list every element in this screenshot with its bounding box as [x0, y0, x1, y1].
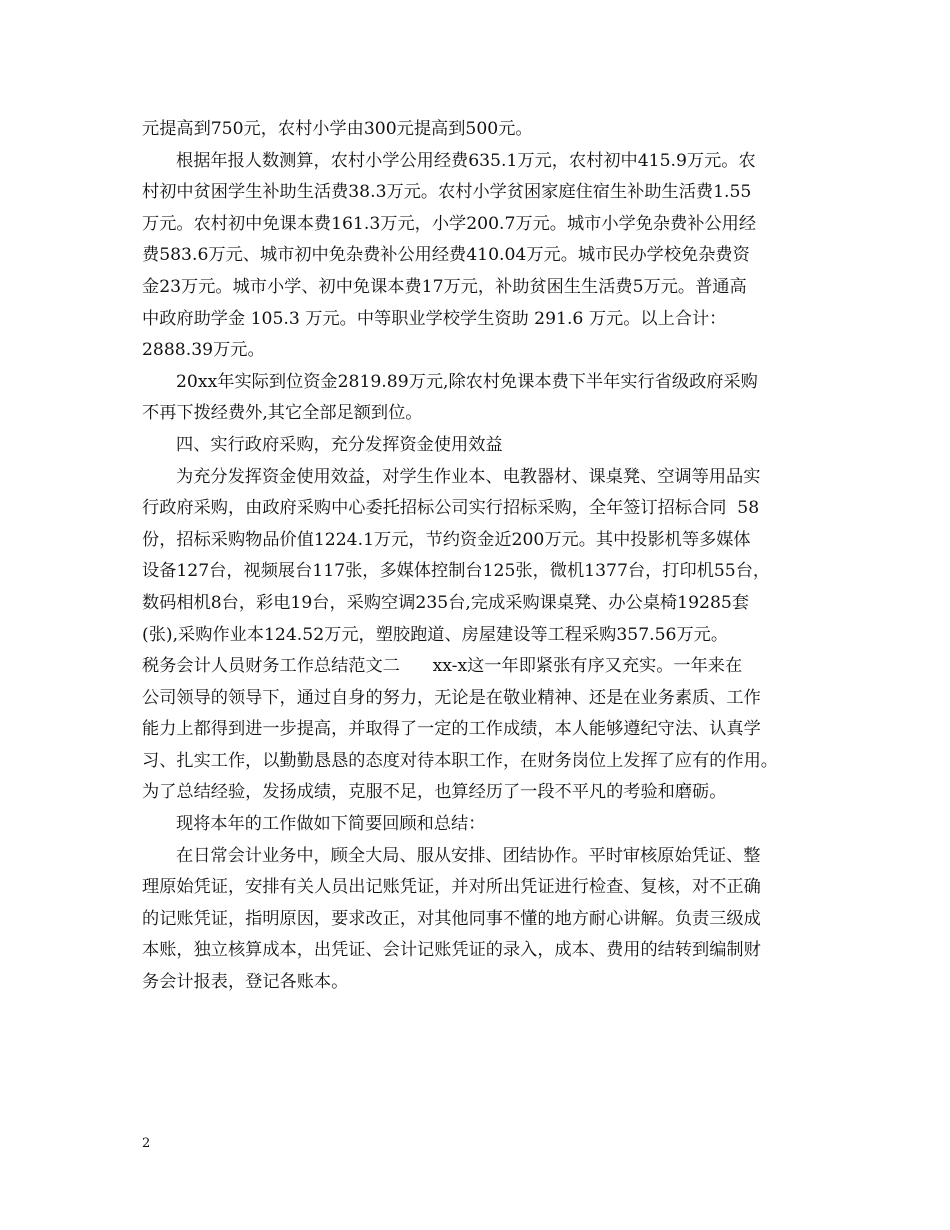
- text-line: 理原始凭证，安排有关人员出记账凭证，并对所出凭证进行检查、复核，对不正确: [142, 877, 761, 898]
- text-line: 在日常会计业务中，顾全大局、服从安排、团结协作。平时审核原始凭证、整: [176, 845, 761, 866]
- page-number: 2: [142, 1136, 151, 1151]
- text-line: 费583.6万元、城市初中免杂费补公用经费410.04万元。城市民办学校免杂费资: [142, 245, 750, 266]
- text-line: 为了总结经验，发扬成绩，克服不足，也算经历了一段不平凡的考验和磨砺。: [142, 782, 727, 803]
- text-line: 公司领导的领导下，通过自身的努力，无论是在敬业精神、还是在业务素质、工作: [142, 687, 761, 708]
- text-line: (张),采购作业本124.52万元，塑胶跑道、房屋建设等工程采购357.56万元。: [142, 624, 729, 645]
- text-line: 金23万元。城市小学、初中免课本费17万元，补助贫困生生活费5万元。普通高: [142, 276, 747, 297]
- text-line: 万元。农村初中免课本费161.3万元，小学200.7万元。城市小学免杂费补公用经: [142, 213, 757, 234]
- text-line: 四、实行政府采购，充分发挥资金使用效益: [176, 434, 503, 455]
- text-line: 习、扎实工作，以勤勤恳恳的态度对待本职工作，在财务岗位上发挥了应有的作用。: [142, 750, 778, 771]
- text-line: 务会计报表，登记各账本。: [142, 972, 349, 993]
- text-line: 税务会计人员财务工作总结范文二 xx-x这一年即紧张有序又充实。一年来在: [142, 656, 743, 677]
- text-line: 现将本年的工作做如下简要回顾和总结：: [176, 814, 486, 835]
- text-line: 行政府采购，由政府采购中心委托招标公司实行招标采购，全年签订招标合同 58: [142, 498, 760, 519]
- text-line: 份，招标采购物品价值1224.1万元，节约资金近200万元。其中投影机等多媒体: [142, 529, 751, 550]
- text-line: 能力上都得到进一步提高，并取得了一定的工作成绩，本人能够遵纪守法、认真学: [142, 719, 761, 740]
- text-line: 元提高到750元，农村小学由300元提高到500元。: [142, 119, 533, 139]
- text-line: 的记账凭证，指明原因，要求改正，对其他同事不懂的地方耐心讲解。负责三级成: [142, 908, 761, 929]
- text-line: 设备127台，视频展台117张，多媒体控制台125张，微机1377台，打印机55台，: [142, 561, 771, 582]
- document-body: [142, 114, 822, 999]
- text-line: 20xx年实际到位资金2819.89万元,除农村免课本费下半年实行省级政府采购: [176, 371, 758, 392]
- text-line: 本账，独立核算成本，出凭证、会计记账凭证的录入，成本、费用的结转到编制财: [142, 940, 761, 961]
- text-line: 2888.39万元。: [142, 340, 265, 361]
- text-line: 村初中贫困学生补助生活费38.3万元。农村小学贫困家庭住宿生补助生活费1.55: [142, 182, 752, 203]
- text-line: 不再下拨经费外,其它全部足额到位。: [142, 403, 423, 424]
- text-line: 数码相机8台，彩电19台，采购空调235台,完成采购课桌凳、办公桌椅19285套: [142, 592, 750, 613]
- text-line: 中政府助学金 105.3 万元。中等职业学校学生资助 291.6 万元。以上合计：: [142, 308, 727, 329]
- text-line: 为充分发挥资金使用效益，对学生作业本、电教器材、课桌凳、空调等用品实: [176, 466, 761, 487]
- text-line: 根据年报人数测算，农村小学公用经费635.1万元，农村初中415.9万元。农: [176, 150, 756, 171]
